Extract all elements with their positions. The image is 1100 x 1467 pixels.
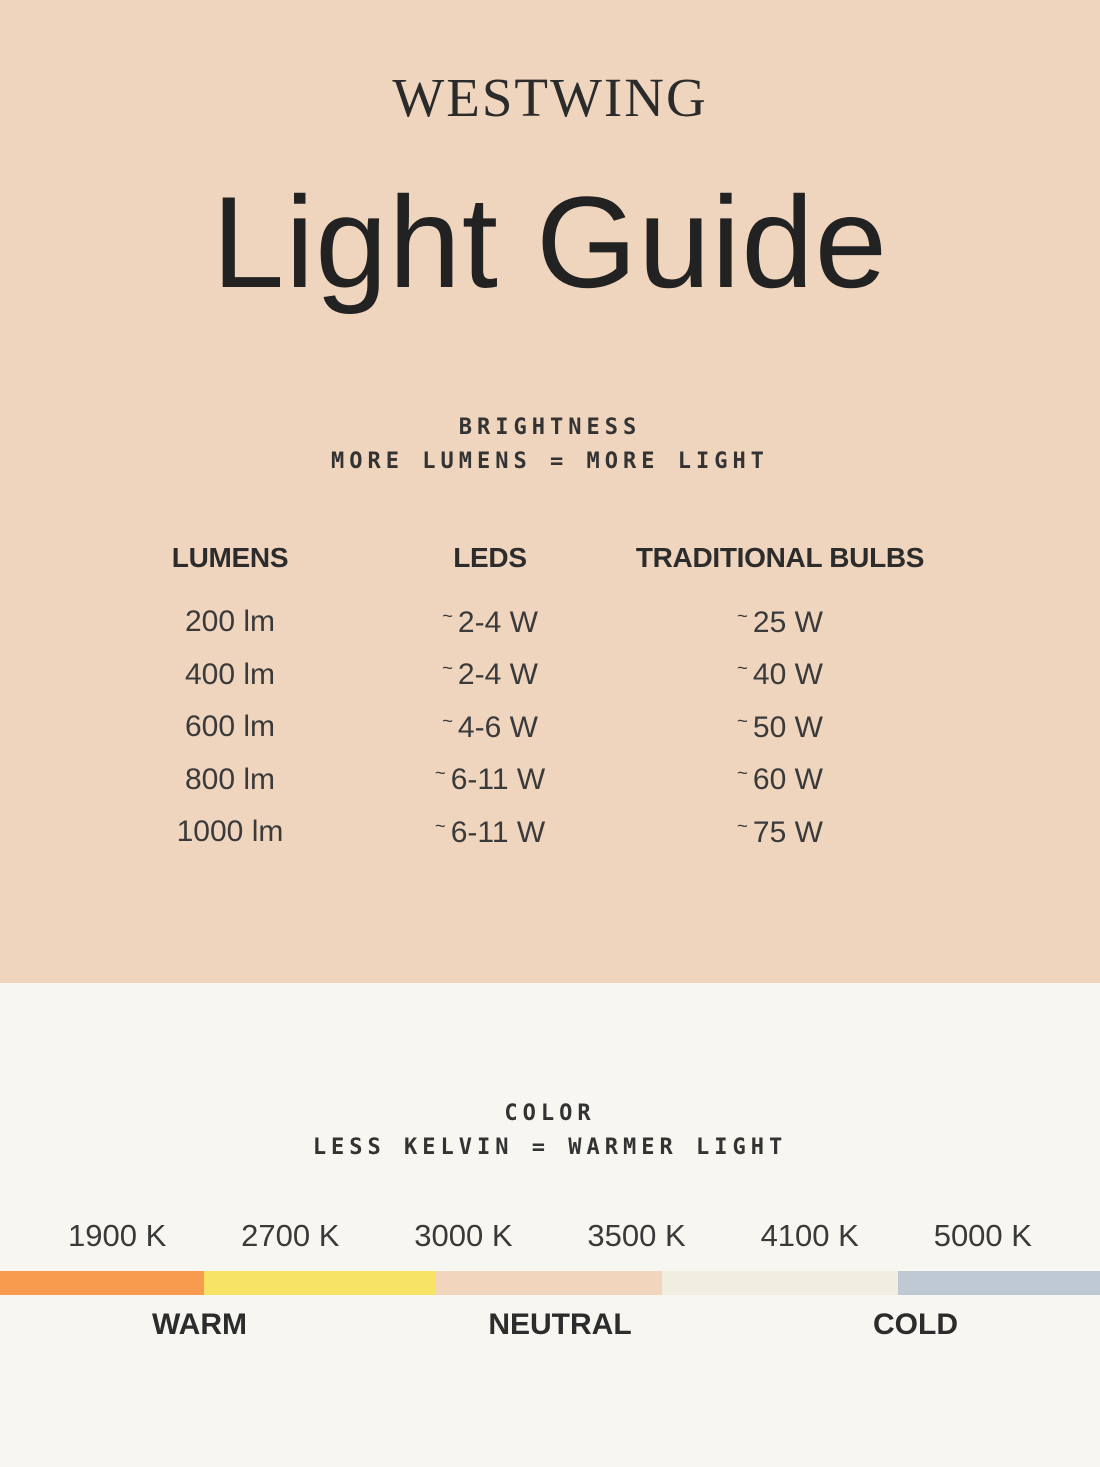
cell-traditional-bulbs: ~ 50 W bbox=[737, 709, 823, 744]
cell-traditional-bulbs: ~ 75 W bbox=[737, 814, 823, 849]
temperature-category-labels bbox=[0, 1308, 1100, 1342]
approx-symbol: ~ bbox=[737, 604, 748, 626]
table-row bbox=[110, 806, 930, 859]
table-row bbox=[110, 596, 930, 649]
lumens-table bbox=[110, 542, 930, 859]
brightness-heading-block bbox=[0, 415, 1100, 474]
approx-symbol: ~ bbox=[442, 657, 453, 679]
cell-traditional-bulbs: ~ 60 W bbox=[737, 762, 823, 797]
cell-lumens: 400 lm bbox=[184, 657, 276, 691]
brightness-subheading: MORE LUMENS = MORE LIGHT bbox=[331, 449, 769, 474]
color-heading: COLOR bbox=[504, 1101, 596, 1126]
bar-segment-warm-orange bbox=[0, 1271, 204, 1295]
kelvin-label: 5000 K bbox=[933, 1218, 1032, 1253]
temperature-label-neutral: NEUTRAL bbox=[488, 1308, 632, 1341]
kelvin-label: 4100 K bbox=[760, 1218, 859, 1253]
brightness-heading: BRIGHTNESS bbox=[458, 415, 642, 440]
cell-leds: ~ 6-11 W bbox=[434, 762, 546, 797]
approx-symbol: ~ bbox=[442, 604, 453, 626]
bar-segment-warm-yellow bbox=[204, 1271, 436, 1295]
cell-traditional-bulbs: ~ 25 W bbox=[737, 604, 823, 639]
kelvin-label: 3500 K bbox=[587, 1218, 686, 1253]
page-title: Light Guide bbox=[212, 169, 888, 315]
cell-lumens: 800 lm bbox=[184, 762, 276, 796]
kelvin-label: 3000 K bbox=[414, 1218, 513, 1253]
column-header-leds: LEDS bbox=[453, 542, 527, 573]
color-temperature-bar bbox=[0, 1271, 1100, 1295]
kelvin-label: 2700 K bbox=[241, 1218, 340, 1253]
cell-lumens: 600 lm bbox=[184, 710, 276, 744]
lumens-table-body bbox=[110, 596, 930, 859]
table-row bbox=[110, 754, 930, 807]
brand-logo: WESTWING bbox=[392, 67, 708, 128]
column-header-traditional-bulbs: TRADITIONAL BULBS bbox=[635, 542, 925, 573]
temperature-label-cold: COLD bbox=[873, 1308, 958, 1341]
table-row bbox=[110, 701, 930, 754]
approx-symbol: ~ bbox=[737, 709, 748, 731]
approx-symbol: ~ bbox=[737, 657, 748, 679]
color-subheading: LESS KELVIN = WARMER LIGHT bbox=[312, 1135, 788, 1160]
cell-traditional-bulbs: ~ 40 W bbox=[737, 657, 823, 692]
cell-lumens: 200 lm bbox=[184, 605, 276, 639]
cell-leds: ~ 2-4 W bbox=[442, 604, 538, 639]
kelvin-scale-labels bbox=[0, 1218, 1100, 1254]
color-heading-block bbox=[0, 983, 1100, 1160]
table-row bbox=[110, 649, 930, 702]
temperature-label-warm: WARM bbox=[152, 1308, 247, 1341]
approx-symbol: ~ bbox=[442, 709, 453, 731]
cell-leds: ~ 2-4 W bbox=[442, 657, 538, 692]
approx-symbol: ~ bbox=[434, 762, 446, 784]
cell-leds: ~ 4-6 W bbox=[442, 709, 538, 744]
kelvin-label: 1900 K bbox=[68, 1218, 167, 1253]
approx-symbol: ~ bbox=[737, 762, 748, 784]
lumens-table-header bbox=[110, 542, 930, 574]
color-section bbox=[0, 983, 1100, 1467]
approx-symbol: ~ bbox=[737, 814, 748, 836]
column-header-lumens: LUMENS bbox=[171, 542, 289, 573]
cell-lumens: 1000 lm bbox=[176, 815, 284, 849]
bar-segment-cold-blue bbox=[898, 1271, 1100, 1295]
cell-leds: ~ 6-11 W bbox=[434, 814, 546, 849]
bar-segment-neutral-peach bbox=[436, 1271, 663, 1295]
approx-symbol: ~ bbox=[434, 814, 446, 836]
bar-segment-neutral-cream bbox=[662, 1271, 897, 1295]
